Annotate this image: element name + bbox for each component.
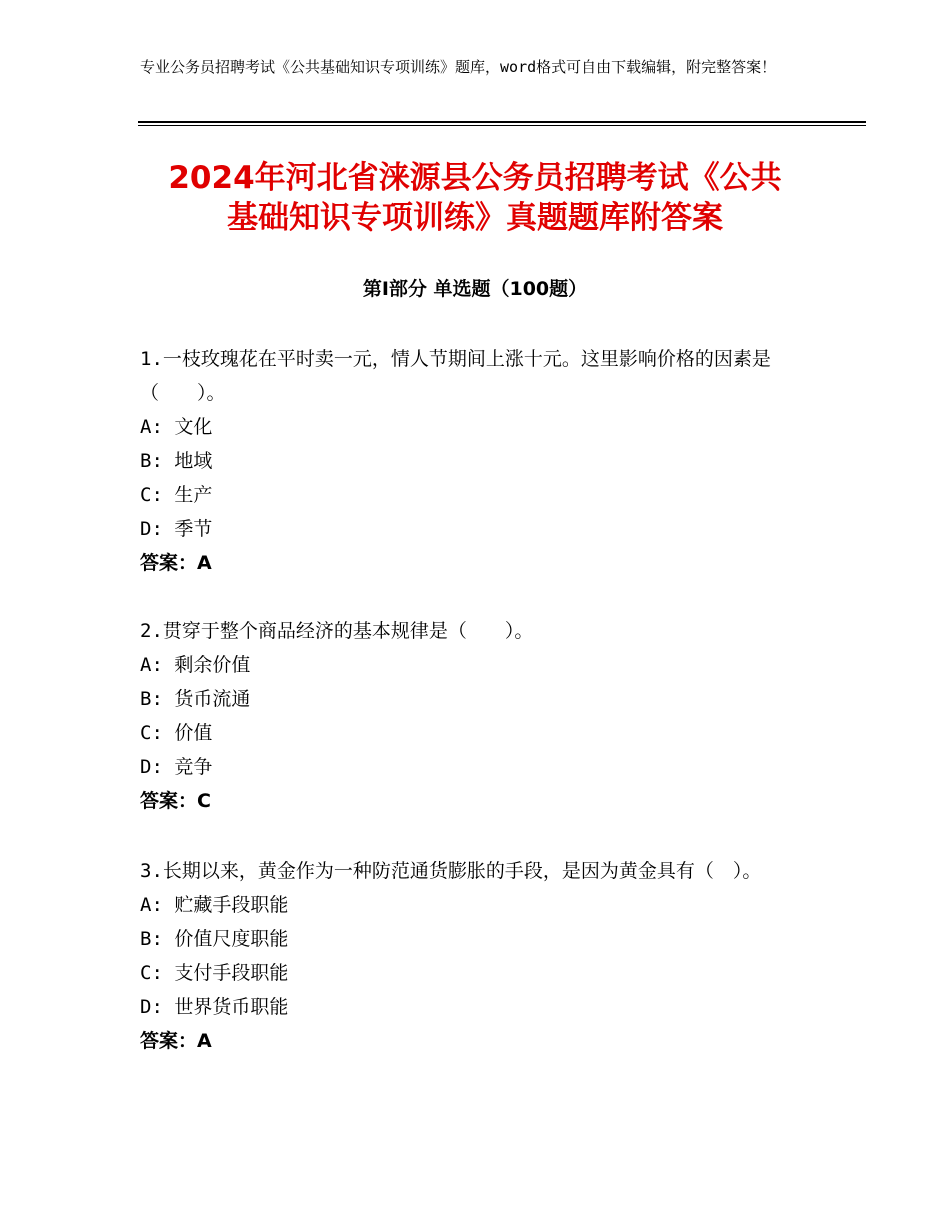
option-d: D: 世界货币职能 (140, 996, 289, 1018)
answer-line: 答案：A (140, 552, 212, 574)
option-c: C: 支付手段职能 (140, 962, 289, 984)
question-stem: 2.贯穿于整个商品经济的基本规律是（ ）。 (140, 620, 534, 642)
question-3 (140, 854, 820, 1058)
option-b: B: 货币流通 (140, 688, 251, 710)
title-line-1: 2024年河北省涞源县公务员招聘考试《公共 (168, 160, 782, 196)
question-1 (140, 342, 820, 580)
option-a: A: 贮藏手段职能 (140, 894, 289, 916)
option-d: D: 竞争 (140, 756, 213, 778)
question-2 (140, 614, 820, 818)
option-c: C: 价值 (140, 722, 213, 744)
document-title (100, 158, 850, 238)
answer-line: 答案：A (140, 1030, 212, 1052)
question-stem: 3.长期以来，黄金作为一种防范通货膨胀的手段，是因为黄金具有（ ）。 (140, 860, 762, 882)
question-stem: 1.一枝玫瑰花在平时卖一元，情人节期间上涨十元。这里影响价格的因素是（ ）。 (140, 348, 771, 404)
option-b: B: 价值尺度职能 (140, 928, 289, 950)
answer-line: 答案：C (140, 790, 211, 812)
option-b: B: 地域 (140, 450, 213, 472)
header-rule-thick (138, 121, 866, 123)
header-note: 专业公务员招聘考试《公共基础知识专项训练》题库，word格式可自由下载编辑，附完整答案！ (140, 58, 777, 76)
option-a: A: 剩余价值 (140, 654, 251, 676)
option-a: A: 文化 (140, 416, 213, 438)
header-rule-thin (138, 125, 866, 126)
option-c: C: 生产 (140, 484, 213, 506)
title-line-2: 基础知识专项训练》真题题库附答案 (227, 200, 723, 236)
option-d: D: 季节 (140, 518, 213, 540)
section-title: 第Ⅰ部分 单选题（100题） (362, 278, 588, 300)
